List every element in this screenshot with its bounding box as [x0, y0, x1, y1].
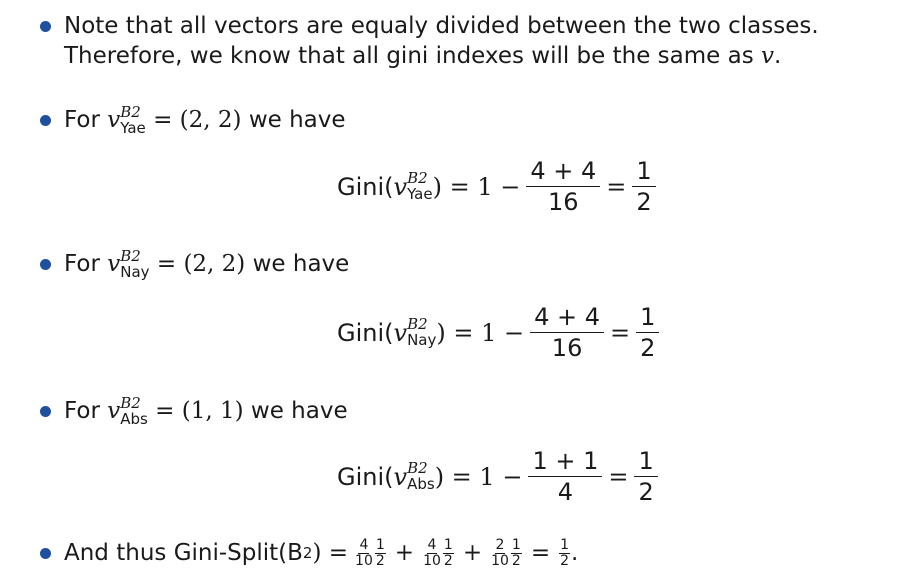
small-fraction: [511, 538, 522, 569]
var-v: v: [107, 398, 121, 424]
fraction: [528, 446, 602, 507]
var-subscript: Nay: [407, 331, 437, 349]
denominator: 16: [551, 334, 583, 362]
close-eq: ) = 1 −: [432, 172, 521, 201]
bullet-dot: [40, 115, 51, 126]
yae-value: = (2, 2): [153, 107, 242, 133]
for-word: For: [64, 107, 100, 133]
var-v: v: [393, 462, 408, 491]
final-sub: 2: [302, 544, 313, 562]
denominator: 10: [423, 552, 441, 569]
result-fraction: [632, 156, 655, 217]
note-line-1: Note that all vectors are equaly divided between the two classes.: [64, 13, 819, 39]
denominator: 16: [548, 188, 579, 216]
we-have: we have: [248, 107, 346, 133]
numerator: 1: [632, 156, 655, 187]
var-subscript: Nay: [120, 263, 150, 281]
for-word: For: [64, 398, 100, 424]
var-superscript: B2: [120, 394, 141, 412]
small-fraction: [423, 538, 441, 569]
note-period: .: [774, 43, 782, 69]
bullet-dot: [40, 406, 51, 417]
close-eq: ) = 1 −: [436, 318, 525, 347]
var-superscript: B2: [407, 315, 428, 333]
numerator: 1: [375, 536, 385, 553]
nay-value: = (2, 2): [156, 251, 246, 277]
var-v: v: [393, 172, 408, 201]
denominator: 2: [375, 552, 385, 569]
denominator: 2: [560, 552, 570, 569]
equals: =: [530, 540, 551, 566]
var-scripts: [120, 249, 149, 280]
var-scripts: [407, 171, 433, 202]
var-scripts: [120, 105, 146, 136]
denominator: 2: [443, 552, 453, 569]
close-eq: ) = 1 −: [434, 462, 523, 491]
for-word: For: [64, 251, 100, 277]
gini-word: Gini(: [337, 172, 394, 201]
var-subscript: Abs: [407, 475, 435, 493]
plus: +: [394, 540, 415, 566]
var-subscript: Yae: [407, 185, 433, 203]
plus: +: [462, 540, 483, 566]
denominator: 10: [491, 552, 509, 569]
final-text: And thus Gini-Split(B: [64, 540, 303, 566]
numerator: 4 + 4: [526, 156, 600, 187]
denominator: 2: [640, 334, 656, 362]
var-v: v: [393, 318, 408, 347]
numerator: 1: [636, 302, 659, 333]
note-line-2-text: Therefore, we know that all gini indexes will be the same as: [64, 43, 762, 69]
fraction: [526, 156, 600, 217]
note-var-v: v: [761, 43, 775, 69]
denominator: 4: [557, 478, 574, 506]
var-scripts: [407, 317, 436, 348]
fraction: [530, 302, 604, 363]
small-fraction: [491, 538, 509, 569]
denominator: 2: [638, 478, 654, 506]
numerator: 4 + 4: [530, 302, 604, 333]
bullet-dot: [40, 259, 51, 270]
var-subscript: Yae: [120, 119, 146, 137]
var-scripts: [120, 396, 148, 427]
final-close: ) =: [312, 540, 349, 566]
numerator: 1: [560, 536, 570, 553]
var-superscript: B2: [120, 247, 141, 265]
we-have: we have: [252, 251, 350, 277]
gini-yae-equation: [337, 156, 662, 217]
denominator: 10: [355, 552, 373, 569]
var-superscript: B2: [120, 103, 141, 121]
numerator: 1: [443, 536, 453, 553]
denominator: 2: [636, 188, 652, 216]
yae-statement: [64, 104, 346, 136]
var-superscript: B2: [407, 459, 428, 477]
numerator: 4: [427, 536, 437, 553]
equals: =: [608, 462, 629, 491]
small-fraction: [443, 538, 454, 569]
period: .: [571, 540, 579, 566]
note-line-2: [64, 40, 781, 72]
var-subscript: Abs: [120, 410, 148, 428]
numerator: 2: [495, 536, 505, 553]
small-fraction: [375, 538, 386, 569]
var-superscript: B2: [407, 169, 428, 187]
result-fraction: [636, 302, 659, 363]
gini-abs-equation: [337, 446, 664, 507]
var-v: v: [107, 107, 121, 133]
equals: =: [606, 172, 627, 201]
abs-value: = (1, 1): [155, 398, 244, 424]
numerator: 1: [634, 446, 657, 477]
small-fraction: [559, 538, 570, 569]
nay-statement: [64, 248, 349, 280]
gini-word: Gini(: [337, 318, 394, 347]
numerator: 1 + 1: [528, 446, 602, 477]
bullet-dot: [40, 21, 51, 32]
var-scripts: [407, 461, 435, 492]
equals: =: [610, 318, 631, 347]
result-fraction: [634, 446, 657, 507]
gini-nay-equation: [337, 302, 665, 363]
abs-statement: [64, 395, 348, 427]
numerator: 1: [511, 536, 521, 553]
small-fraction: [355, 538, 373, 569]
var-v: v: [107, 251, 121, 277]
final-statement: [64, 537, 578, 569]
we-have: we have: [250, 398, 348, 424]
numerator: 4: [359, 536, 369, 553]
bullet-dot: [40, 548, 51, 559]
denominator: 2: [511, 552, 521, 569]
gini-word: Gini(: [337, 462, 394, 491]
